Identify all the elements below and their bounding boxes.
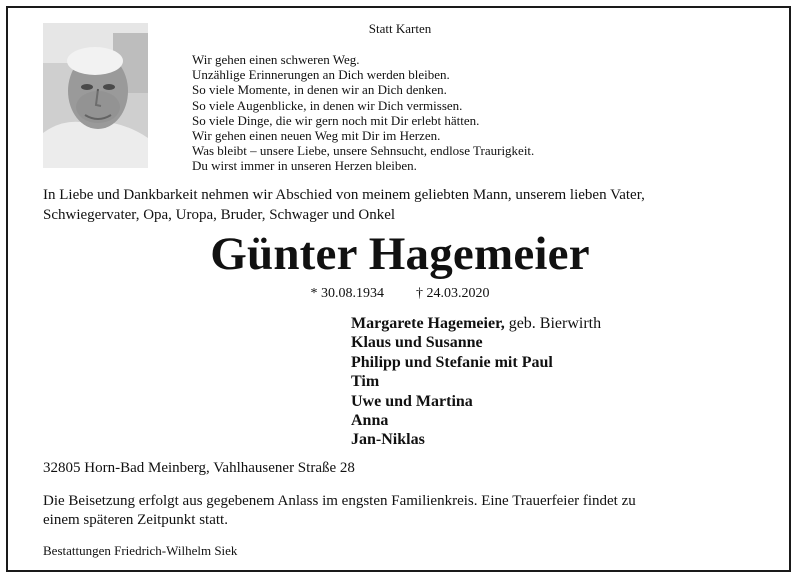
portrait-photo — [43, 23, 148, 168]
poem-line: Wir gehen einen neuen Weg mit Dir im Herzen. — [192, 128, 441, 144]
poem-line: Wir gehen einen schweren Weg. — [192, 52, 360, 67]
family-member: Anna — [351, 412, 389, 430]
spouse-line — [351, 314, 601, 333]
family-member: Tim — [351, 373, 380, 391]
life-dates — [0, 286, 800, 302]
family-member: Philipp und Stefanie mit Paul — [351, 353, 553, 371]
deceased-name: Günter Hagemeier — [210, 228, 590, 280]
poem-line: Unzählige Erinnerungen an Dich werden bleiben. — [192, 67, 450, 83]
undertaker-name: Bestattungen Friedrich-Wilhelm Siek — [43, 543, 238, 558]
statt-karten-label: Statt Karten — [368, 21, 432, 36]
family-address: 32805 Horn-Bad Meinberg, Vahlhausener Straße 28 — [43, 460, 355, 476]
ceremony-notice — [43, 492, 765, 530]
spouse-name: Margarete Hagemeier, — [351, 315, 505, 332]
death-date: † 24.03.2020 — [416, 286, 490, 301]
ceremony-line: einem späteren Zeitpunkt statt. — [43, 512, 228, 528]
family-member: Klaus und Susanne — [351, 334, 483, 352]
poem-line: So viele Momente, in denen wir an Dich denken. — [192, 82, 447, 98]
poem-line: So viele Dinge, die wir gern noch mit Dir erlebt hätten. — [192, 112, 480, 128]
family-list — [351, 314, 601, 450]
birth-date: * 30.08.1934 — [310, 286, 384, 301]
intro-line: In Liebe und Dankbarkeit nehmen wir Abschied von meinem geliebten Mann, unserem lieben Vater, — [43, 187, 645, 203]
poem-line: So viele Augenblicke, in denen wir Dich vermissen. — [192, 97, 463, 113]
family-member: Uwe und Martina — [351, 392, 473, 410]
intro-line: Schwiegervater, Opa, Uropa, Bruder, Schwager und Onkel — [43, 207, 396, 223]
poem-line: Du wirst immer in unseren Herzen bleiben. — [192, 158, 417, 174]
spouse-maiden-name: geb. Bierwirth — [504, 315, 602, 332]
memorial-poem — [192, 52, 534, 174]
poem-line: Was bleibt – unsere Liebe, unsere Sehnsucht, endlose Traurigkeit. — [192, 143, 535, 159]
family-member: Jan-Niklas — [351, 431, 425, 449]
ceremony-line: Die Beisetzung erfolgt aus gegebenem Anlass im engsten Familienkreis. Eine Trauerfeier findet zu — [43, 493, 636, 509]
intro-text — [43, 185, 763, 225]
